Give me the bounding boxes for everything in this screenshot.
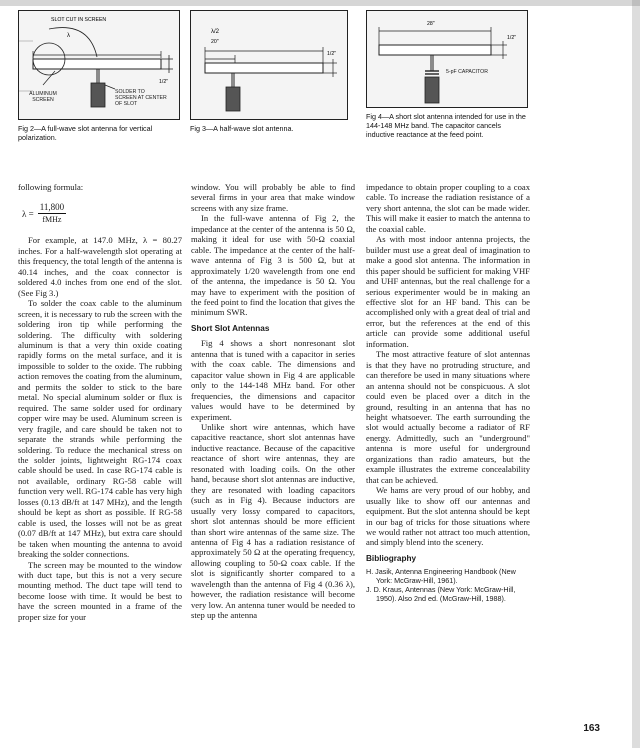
formula-numerator: 11,800 bbox=[39, 202, 65, 213]
fig4-label-half-inch: 1/2" bbox=[507, 35, 517, 41]
text-column-2 bbox=[191, 182, 355, 621]
col1-paragraph-3: The screen may be mounted to the window with duct tape, but this is not a very secure mounting method. The duct tape will tend to become loose with time. It would be best to have the screen mounted in a frame of the proper size for your bbox=[18, 559, 182, 622]
text-column-1 bbox=[18, 182, 182, 622]
figure-2 bbox=[18, 10, 182, 142]
col2-paragraph-1: window. You will probably be able to find several firms in your area that make window screens with any size frame. bbox=[191, 182, 355, 213]
fig3-label-half-inch: 1/2" bbox=[327, 51, 337, 57]
col3-paragraph-1: impedance to obtain proper coupling to a coax cable. To increase the radiation resistance of a very short antenna, the slot can be made wider. This will make it easier to match the antenna to the coaxial cable. bbox=[366, 182, 530, 234]
fig2-label-aluminum: ALUMINUM SCREEN bbox=[29, 91, 57, 103]
col1-paragraph-1: For example, at 147.0 MHz, λ = 80.27 inches. For a half-wavelength slot operating at this frequency, the total length of the antenna is 40.14 inches, and the coax connector is soldered 4.0 inches from one end of the slot. (See Fig 3.) bbox=[18, 235, 182, 298]
figure-3 bbox=[190, 10, 350, 133]
scan-shadow-top bbox=[0, 0, 640, 6]
fig2-label-slot-cut: SLOT CUT IN SCREEN bbox=[51, 17, 107, 23]
fig4-label-twenty-eight: 28" bbox=[427, 21, 435, 27]
text-column-3 bbox=[366, 182, 530, 604]
figure-4-frame bbox=[366, 10, 528, 108]
bibliography-heading: Bibliography bbox=[366, 553, 417, 563]
figure-3-frame bbox=[190, 10, 348, 120]
fig3-label-twenty: 20" bbox=[211, 39, 219, 45]
figure-4-diagram bbox=[367, 11, 527, 107]
fig4-label-capacitor: 5-pF CAPACITOR bbox=[446, 69, 488, 75]
col2-paragraph-4: Unlike short wire antennas, which have capacitive reactance, short slot antennas have inductive reactance. Because of the capacitive reactance of short wire antennas, they are resonated with loading coils. On the other hand, because short slot antennas are inductive, they are resonated with loading capacitors (such as in Fig 4). Because inductors are usually very lossy compared to capacitors, short slot antennas should be more efficient than short wire antennas of the same size. The antenna of Fig 4 has a radiation resistance of approximately 50 Ω at the operating frequency, allowing coupling to 50-Ω coax cable. If the slot is significantly shorter compared to a wavelength than the antenna of Fig 4 (0.36 λ), however, the radiation resistance will become very low. An antenna tuner would be needed to step up the antenna bbox=[191, 421, 355, 621]
bibliography-entry: J. D. Kraus, Antennas (New York: McGraw-Hill, 1950). Also 2nd ed. (McGraw-Hill, 1988). bbox=[366, 584, 516, 603]
col3-paragraph-4: We hams are very proud of our hobby, and usually like to show off our antennas and equipment. But the slot antenna should be kept in our bag of tricks for those situations where we would rather not attract too much attention, and simply blend into the scenery. bbox=[366, 485, 530, 548]
col2-paragraph-3: Fig 4 shows a short nonresonant slot antenna that is tuned with a capacitor in series with the coax cable. The dimensions and capacitor value shown in Fig 4 are applicable only to the 144-148 MHz band. For other frequencies, the dimensions and capacitor values would have to be determined by experiment. bbox=[191, 338, 355, 422]
col2-paragraph-2: In the full-wave antenna of Fig 2, the impedance at the center of the antenna is 50 Ω, making it ideal for use with 50-Ω coaxial cable. The impedance at the center of the half-wave antenna of Fig 3 is 500 Ω, but at approximately 1/20 wavelength from one end of the antenna, the impedance is 50 Ω. You may have to experiment with the position of the feed point to find the location that gives the minimum SWR. bbox=[191, 213, 355, 318]
scan-shadow-right bbox=[632, 0, 640, 748]
col1-paragraph-2: To solder the coax cable to the aluminum screen, it is necessary to rub the screen with the soldering iron tip while performing the soldering. The difficulty with soldering aluminum is that a very thin oxide coating rapidly forms on the metal surface, and it is impossible to solder to the oxide. The rubbing action removes the coating from the aluminum, and permits the solder to stick to the bare metal. No special aluminum solder or flux is required. The same solder used for ordinary copper wire may be used. Aluminum screen is very fragile, and care should be taken not to separate the strands while performing the soldering. To reduce the mechanical stress on the solder joints, lightweight RG-174 coax cable should be used. In case RG-174 cable is not available, ordinary RG-58 cable will function very well. RG-174 cable has very high losses (0.13 dB/ft at 147 MHz), and the length should be kept as short as possible. If RG-58 cable is used, the losses will not be as great (0.07 dB/ft at 147 MHz), but extra care should be taken when mounting the antenna to avoid breaking the solder connections. bbox=[18, 298, 182, 560]
fig2-label-lambda: λ bbox=[67, 33, 70, 39]
figure-4-caption: Fig 4—A short slot antenna intended for use in the 144-148 MHz band. The capacitor cancels inductive reactance at the feed point. bbox=[366, 112, 526, 139]
page-number: 163 bbox=[583, 723, 600, 734]
wavelength-formula bbox=[22, 202, 182, 225]
figure-3-caption: Fig 3—A half-wave slot antenna. bbox=[190, 124, 294, 133]
col3-paragraph-2: As with most indoor antenna projects, the builder must use a great deal of imagination to make a good slot antenna. The information in this paper should be sufficient for making VHF and UHF antennas, but the real challenge for a serious experimenter would be in making an effective slot for an HF band. This can be accomplished only with a great deal of trial and error, but the references at the end of this article can provide some additional useful information. bbox=[366, 234, 530, 349]
figure-2-caption: Fig 2—A full-wave slot antenna for vertical polarization. bbox=[18, 124, 153, 142]
formula-left: λ = bbox=[22, 208, 34, 219]
col1-intro: following formula: bbox=[18, 182, 84, 192]
figure-4 bbox=[366, 10, 530, 139]
figure-3-diagram bbox=[191, 11, 347, 119]
col3-paragraph-3: The most attractive feature of slot antennas is that they have no protruding structure, and can therefore be used in many situations where an antenna should not be conspicuous. A slot could even be placed over a ditch in the ground, resulting in an antenna that has no height whatsoever. The earth surrounding the slot would actually become a radiator of RF energy. Admittedly, such an "underground" antenna is more useful for underground organizations than radio amateurs, but the example illustrates the extreme concealability that can be achieved. bbox=[366, 349, 530, 485]
fig2-label-solder: SOLDER TO SCREEN AT CENTER OF SLOT bbox=[115, 89, 167, 107]
bibliography-entry: H. Jasik, Antenna Engineering Handbook (New York: McGraw-Hill, 1961). bbox=[366, 567, 516, 586]
formula-fraction bbox=[38, 202, 66, 225]
fig2-label-half-inch: 1/2" bbox=[159, 79, 169, 85]
fig3-label-lambda-half: λ/2 bbox=[211, 29, 220, 35]
section-heading-short-slot: Short Slot Antennas bbox=[191, 323, 270, 333]
figure-2-frame bbox=[18, 10, 180, 120]
formula-denominator: fMHz bbox=[42, 215, 62, 225]
